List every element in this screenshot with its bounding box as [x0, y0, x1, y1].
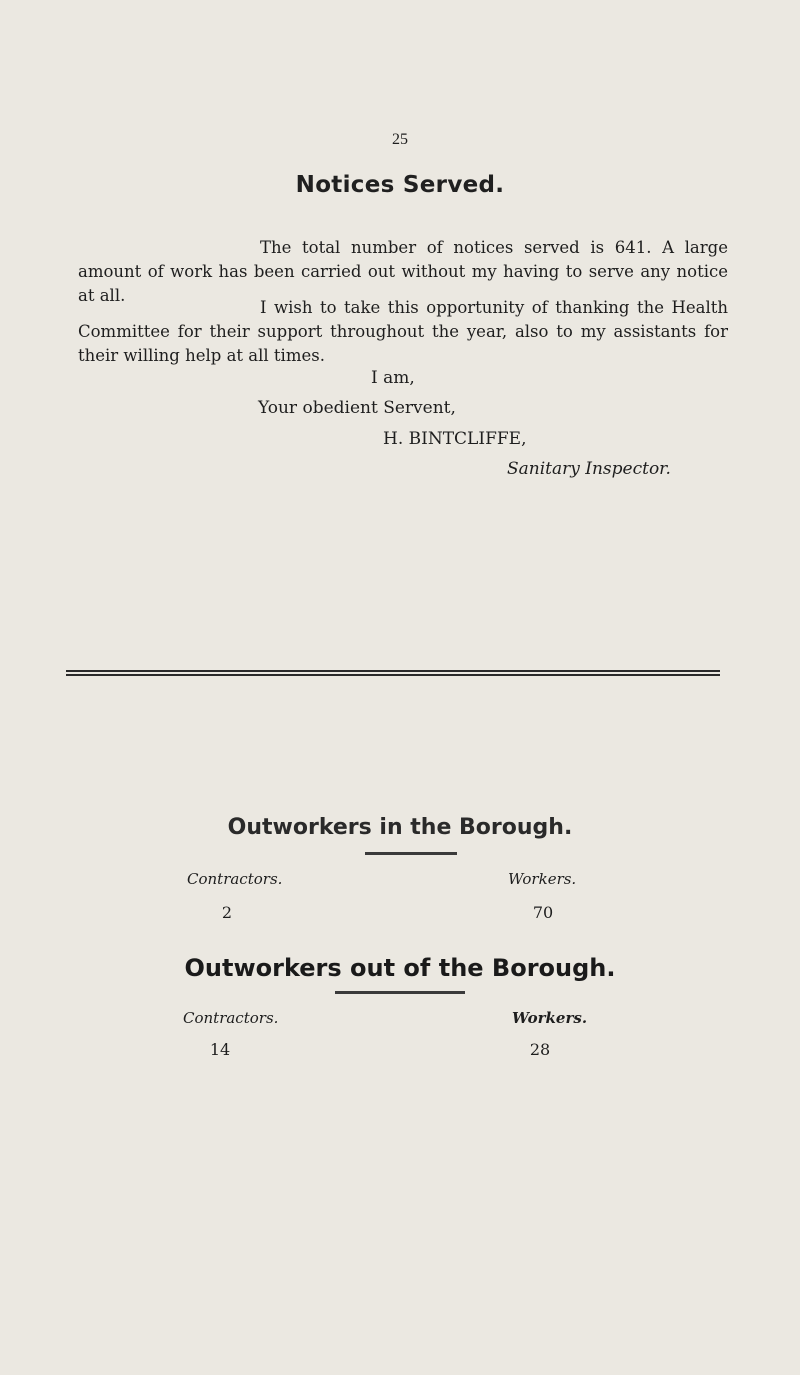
workers-value: 28	[529, 1040, 551, 1059]
signatory-name: H. BINTCLIFFE,	[383, 429, 527, 449]
workers-value: 70	[532, 903, 554, 922]
contractors-label: Contractors.	[183, 1009, 279, 1027]
signatory-title: Sanitary Inspector.	[507, 459, 671, 479]
outworkers-out-heading: Outworkers out of the Borough.	[184, 954, 616, 982]
notices-paragraph-text: The total number of notices served is 641. A large amount of work has been carried out without my having to serve any notice at all.	[78, 238, 728, 305]
contractors-value: 14	[209, 1040, 231, 1059]
contractors-label: Contractors.	[187, 870, 283, 888]
page-number: 25	[392, 131, 408, 148]
divider-line-bottom	[66, 674, 720, 676]
contractors-value: 2	[221, 903, 233, 922]
closing-i-am: I am,	[371, 368, 415, 388]
divider-line-top	[66, 670, 720, 672]
outworkers-in-heading: Outworkers in the Borough.	[227, 815, 573, 840]
workers-label: Workers.	[512, 1009, 588, 1027]
section-divider	[66, 670, 720, 676]
thanks-paragraph	[78, 296, 728, 368]
heading-underline	[365, 852, 457, 855]
workers-label: Workers.	[508, 870, 577, 888]
notices-served-heading: Notices Served.	[295, 172, 505, 198]
thanks-paragraph-text: I wish to take this opportunity of thanking the Health Committee for their support throughout the year, also to my assistants for their willing help at all times.	[78, 298, 728, 365]
heading-underline	[335, 991, 465, 994]
closing-servant: Your obedient Servent,	[258, 398, 456, 418]
